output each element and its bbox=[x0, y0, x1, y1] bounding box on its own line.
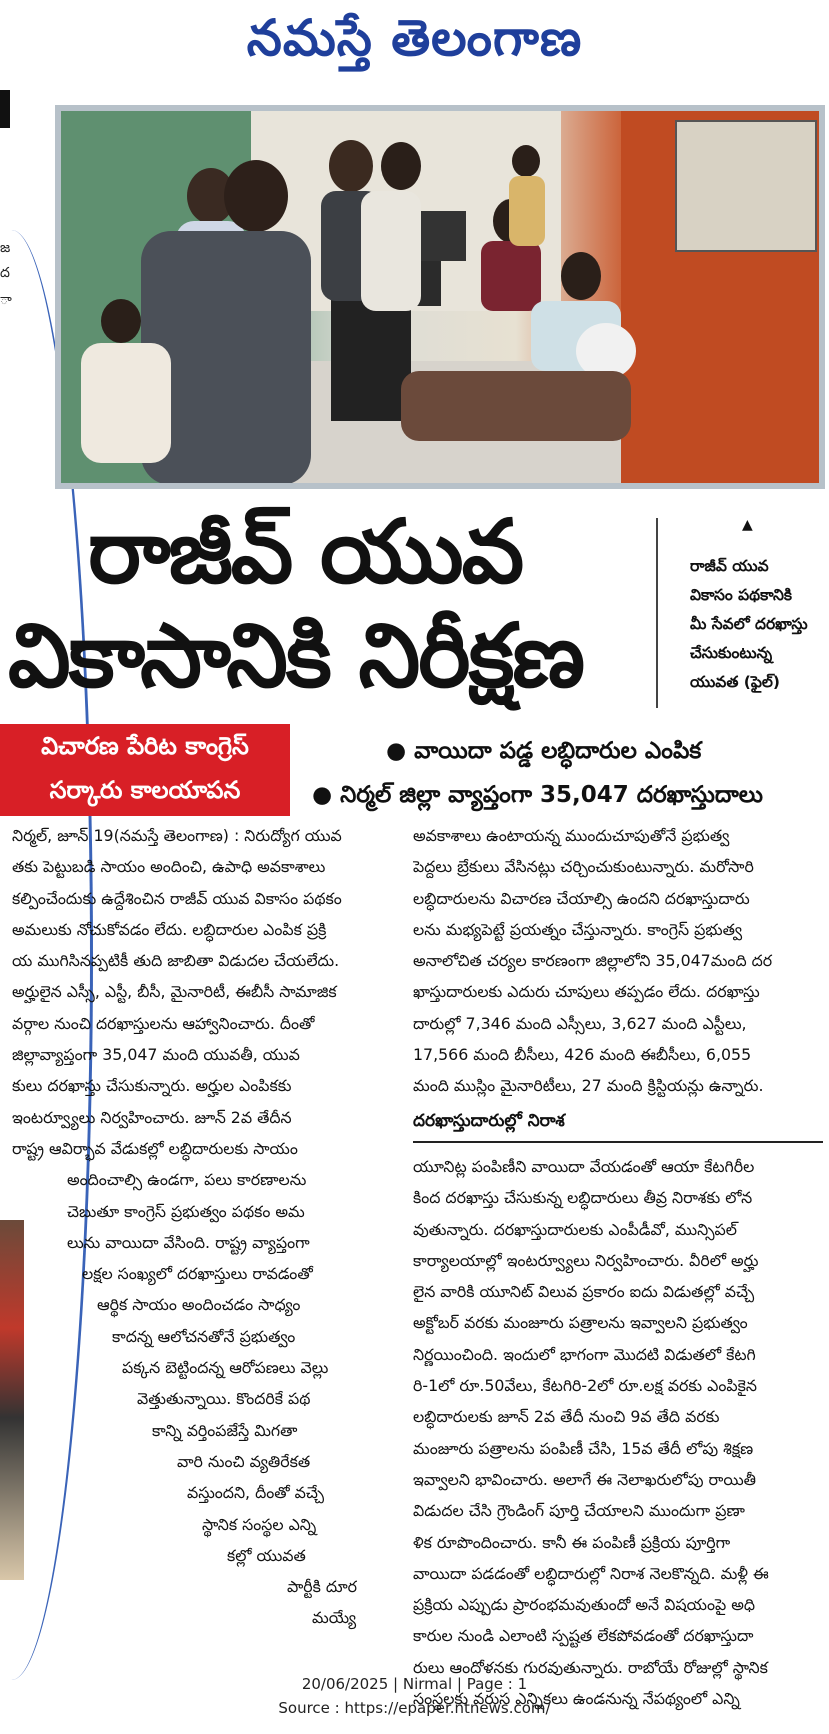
headline-line-1: రాజీవ్ యువ bbox=[88, 500, 523, 603]
subheadline-box bbox=[0, 724, 290, 816]
article-column-2 bbox=[413, 820, 823, 1714]
text-line: అనాలోచిత చర్యల కారణంగా జిల్లాలోని 35,047మంది దర bbox=[413, 951, 773, 971]
text-line: అందించాల్సి ఉండగా, పలు కారణాలను bbox=[67, 1170, 307, 1190]
article-column-1 bbox=[12, 820, 400, 1634]
text-line: వుతున్నారు. దరఖాస్తుదారులకు ఎంపీడీవో, మున్సిపల్ bbox=[413, 1219, 737, 1239]
text-line: వెత్తుతున్నాయి. కొందరికే పథ bbox=[137, 1389, 311, 1409]
text-line: పెద్దలు బ్రేకులు వేసినట్లు చర్చించుకుంటున్నారు. మరోసారి bbox=[413, 857, 754, 877]
text-line: జిల్లావ్యాప్తంగా 35,047 మంది యువతీ, యువ bbox=[12, 1045, 300, 1065]
text-line: యూనిట్ల పంపిణీని వాయిదా వేయడంతో ఆయా కేటగిరీల bbox=[413, 1156, 755, 1176]
text-line: ఖాస్తుదారులకు ఎదురు చూపులు తప్పడం లేదు. దరఖాస్తు bbox=[413, 982, 760, 1002]
text-line: మయ్యే bbox=[312, 1608, 357, 1628]
caption-line: మీ సేవలో దరఖాస్తు bbox=[690, 615, 808, 633]
text-line: 17,566 మంది బీసీలు, 426 మంది ఈబీసీలు, 6,055 bbox=[413, 1045, 752, 1065]
text-line: విడుదల చేసి గ్రౌండింగ్ పూర్తి చేయాలని ముందుగా ప్రణా bbox=[413, 1501, 745, 1521]
caption-line: వికాసం పథకానికి bbox=[690, 586, 793, 604]
text-line: ప్రక్రియ ఎప్పుడు ప్రారంభమవుతుందో అనే విషయంపై అధి bbox=[413, 1595, 755, 1615]
news-photo bbox=[55, 105, 825, 489]
text-line: కల్లో యువత bbox=[227, 1545, 306, 1565]
text-line: ళిక రూపొందించారు. కానీ ఈ పంపిణీ ప్రక్రియ పూర్తిగా bbox=[413, 1532, 731, 1552]
text-line: పక్కన బెట్టిందన్న ఆరోపణలు వెల్లు bbox=[122, 1358, 329, 1378]
caption-line: యువత (ఫైల్) bbox=[690, 673, 780, 691]
edge-text-2: ద bbox=[0, 265, 10, 281]
text-line: అక్టోబర్ వరకు మంజూరు పత్రాలను ఇవ్వాలని ప్రభుత్వం bbox=[413, 1313, 748, 1333]
text-line: కాన్ని వర్తింపజేస్తే మిగతా bbox=[152, 1420, 298, 1440]
page-footer bbox=[0, 1672, 829, 1720]
text-line: లబ్ధిదారులకు జూన్ 2వ తేదీ నుంచి 9వ తేది వరకు bbox=[413, 1407, 720, 1427]
text-line: లబ్ధిదారులను విచారణ చేయాల్సి ఉందని దరఖాస్తుదారు bbox=[413, 888, 750, 908]
text-line: లను మభ్యపెట్టే ప్రయత్నం చేస్తున్నారు. కాంగ్రెస్ ప్రభుత్వ bbox=[413, 919, 743, 939]
text-line: స్థానిక సంస్థల ఎన్ని bbox=[202, 1514, 317, 1534]
footer-date-edition: 20/06/2025 | Nirmal | Page : 1 bbox=[301, 1675, 528, 1693]
edge-text-1: జ bbox=[0, 240, 11, 256]
text-line: లైన వారికి యూనిట్ విలువ ప్రకారం ఐదు విడుతల్లో వచ్చే bbox=[413, 1282, 755, 1302]
masthead bbox=[0, 0, 829, 88]
text-line: ఇవ్వాలని భావించారు. అలాగే ఈ నెలాఖరులోపు రాయితీ bbox=[413, 1469, 757, 1489]
masthead-title: నమస్తే తెలంగాణ bbox=[246, 8, 583, 67]
text-line: వస్తుందని, దీంతో వచ్చే bbox=[187, 1483, 325, 1503]
text-line: కల్పించేందుకు ఉద్దేశించిన రాజీవ్ యువ వికాసం పథకం bbox=[12, 888, 342, 908]
text-line: య ముగిసినప్పటికీ తుది జాబితా విడుదల చేయలేదు. bbox=[12, 951, 340, 971]
text-line: అమలుకు నోచుకోవడం లేదు. లబ్ధిదారుల ఎంపిక ప్రక్రి bbox=[12, 919, 327, 939]
footer-source: Source : https://epaper.ntnews.com/ bbox=[278, 1699, 551, 1717]
text-line: తకు పెట్టుబడి సాయం అందించి, ఉపాధి అవకాశాలు bbox=[12, 857, 326, 877]
text-line: లక్షల సంఖ్యలో దరఖాస్తులు రావడంతో bbox=[82, 1264, 313, 1284]
text-line: కులు దరఖాస్తు చేసుకున్నారు. అర్హుల ఎంపికకు bbox=[12, 1076, 292, 1096]
text-line: వాయిదా పడడంతో లబ్ధిదారుల్లో నిరాశ నెలకొన్నది. మళ్లీ ఈ bbox=[413, 1563, 769, 1583]
news-photo-scene bbox=[61, 111, 821, 485]
subheadline-line-1: విచారణ పేరిట కాంగ్రెస్ bbox=[41, 732, 249, 760]
text-line: దారుల్లో 7,346 మంది ఎస్సీలు, 3,627 మంది ఎస్టీలు, bbox=[413, 1013, 747, 1033]
text-line: వర్గాల నుంచి దరఖాస్తులను ఆహ్వానించారు. దీంతో bbox=[12, 1013, 315, 1033]
text-line: లును వాయిదా వేసింది. రాష్ట్ర వ్యాప్తంగా bbox=[67, 1232, 310, 1252]
text-line: రాష్ట్ర ఆవిర్భావ వేడుకల్లో లబ్ధిదారులకు సాయం bbox=[12, 1138, 298, 1158]
text-line: నిర్ణయించింది. ఇందులో భాగంగా మొదటి విడుతలో కేటగి bbox=[413, 1344, 756, 1364]
section-subheading: దరఖాస్తుదారుల్లో నిరాశ bbox=[413, 1106, 823, 1143]
text-line: మంజూరు పత్రాలను పంపిణీ చేసి, 15వ తేదీ లోపు శిక్షణ bbox=[413, 1438, 754, 1458]
highlight-bullet-1: ● వాయిదా పడ్డ లబ్ధిదారుల ఎంపిక bbox=[386, 738, 702, 764]
caption-line: రాజీవ్ యువ bbox=[690, 557, 769, 575]
text-line: రి-1లో రూ.50వేలు, కేటగిరి-2లో రూ.లక్ష వరకు ఎంపికైన bbox=[413, 1376, 757, 1396]
text-line: రులు ఆందోళనకు గురవుతున్నారు. రాబోయే రోజుల్లో స్థానిక bbox=[413, 1657, 768, 1677]
caption-divider bbox=[656, 518, 658, 708]
subheadline-line-2: సర్కారు కాలయాపన bbox=[49, 776, 241, 804]
caption-arrow-icon: ▲ bbox=[742, 517, 753, 533]
text-line: సంస్థలకు వరుస ఎన్నికలు ఉండనున్న నేపథ్యంలో ఎన్ని bbox=[413, 1689, 740, 1709]
photo-caption bbox=[690, 552, 825, 697]
edge-article-bar bbox=[0, 90, 10, 128]
highlight-bullet-2: ● నిర్మల్ జిల్లా వ్యాప్తంగా 35,047 దరఖాస్తుదాలు bbox=[312, 782, 764, 808]
edge-text-3: ా bbox=[0, 292, 12, 308]
text-line: పార్టీకి దూర bbox=[287, 1577, 357, 1597]
text-line: మంది ముస్లిం మైనారిటీలు, 27 మంది క్రిస్టియన్లు ఉన్నారు. bbox=[413, 1076, 764, 1096]
text-line: చెబుతూ కాంగ్రెస్ ప్రభుత్వం పథకం అమ bbox=[67, 1201, 305, 1221]
text-line: ఆర్థిక సాయం అందించడం సాధ్యం bbox=[97, 1295, 301, 1315]
caption-line: చేసుకుంటున్న bbox=[690, 644, 773, 662]
text-line: నిర్మల్, జూన్ 19(నమస్తే తెలంగాణ) : నిరుద్యోగ యువ bbox=[12, 826, 342, 845]
text-line: కాదన్న ఆలోచనతోనే ప్రభుత్వం bbox=[112, 1326, 296, 1346]
text-line: వారి నుంచి వ్యతిరేకత bbox=[177, 1451, 311, 1471]
text-line: కారుల నుండి ఎలాంటి స్పష్టత లేకపోవడంతో దరఖాస్తుదా bbox=[413, 1626, 754, 1646]
text-line: ఇంటర్వ్యూలు నిర్వహించారు. జూన్ 2వ తేదీన bbox=[12, 1107, 292, 1127]
text-line: అవకాశాలు ఉంటాయన్న ముందుచూపుతోనే ప్రభుత్వ bbox=[413, 826, 730, 845]
text-line: అర్హులైన ఎస్సీ, ఎస్టీ, బీసీ, మైనారిటీ, ఈబీసీ సామాజిక bbox=[12, 982, 337, 1002]
text-line: కార్యాలయాల్లో ఇంటర్వ్యూలు నిర్వహించారు. వీరిలో అర్హు bbox=[413, 1250, 759, 1270]
headline-line-2: వికాసానికి నిరీక్షణ bbox=[8, 604, 584, 707]
text-line: కింద దరఖాస్తు చేసుకున్న లబ్ధిదారులు తీవ్ర నిరాశకు లోన bbox=[413, 1188, 753, 1208]
